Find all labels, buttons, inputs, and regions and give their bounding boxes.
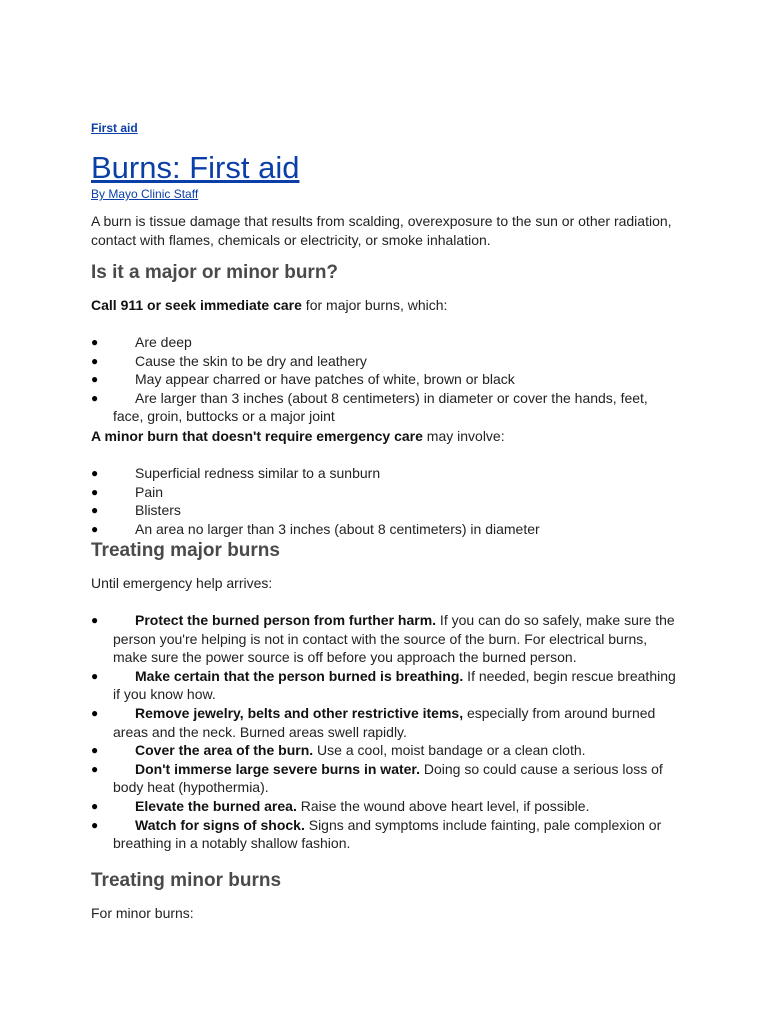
bullet-icon: ● <box>91 817 99 832</box>
bullet-icon: ● <box>91 668 99 683</box>
list-item-text: An area no larger than 3 inches (about 8 centimeters) in diameter <box>135 520 540 537</box>
step-text: Raise the wound above heart level, if possible. <box>296 797 590 814</box>
section-heading-major-minor: Is it a major or minor burn? <box>91 262 339 283</box>
list-item <box>91 704 676 741</box>
bullet-icon: ● <box>91 335 99 349</box>
minor-burns-lead: For minor burns: <box>91 905 194 921</box>
step-bold: Watch for signs of shock. <box>135 816 305 833</box>
list-item <box>91 483 676 502</box>
bullet-icon: ● <box>91 503 99 518</box>
bullet-icon: ● <box>91 798 99 813</box>
step-bold: Don't immerse large severe burns in water. <box>135 760 420 777</box>
minor-burn-lead-bold: A minor burn that doesn't require emergency care <box>91 428 423 444</box>
minor-burn-list <box>91 464 676 538</box>
step-text: Signs and symptoms include fainting, pale complexion or breathing in a notably shallow fashion. <box>113 816 662 852</box>
minor-burn-lead <box>91 427 676 446</box>
list-item-text: Are larger than 3 inches (about 8 centimeters) in diameter or cover the hands, feet, face, groin, buttocks or a major joint <box>113 389 648 425</box>
step-text: especially from around burned areas and the neck. Burned areas swell rapidly. <box>113 704 656 740</box>
bullet-icon: ● <box>91 743 99 758</box>
bullet-icon: ● <box>91 705 99 720</box>
list-item <box>91 760 676 797</box>
bullet-icon: ● <box>91 353 99 368</box>
step-bold: Cover the area of the burn. <box>135 742 314 759</box>
list-item-text: Pain <box>135 483 164 500</box>
list-item <box>91 333 676 352</box>
list-item <box>91 464 676 483</box>
step-bold: Make certain that the person burned is breathing. <box>135 667 464 684</box>
major-burn-lead-bold: Call 911 or seek immediate care <box>91 297 302 313</box>
page-title[interactable]: Burns: First aid <box>91 150 300 185</box>
bullet-icon: ● <box>91 761 99 776</box>
bullet-icon: ● <box>91 390 99 405</box>
list-item-text: Superficial redness similar to a sunburn <box>135 465 381 481</box>
list-item <box>91 501 676 520</box>
list-item <box>91 352 676 371</box>
bullet-icon: ● <box>91 466 99 480</box>
intro-paragraph: A burn is tissue damage that results from scalding, overexposure to the sun or other radiation, contact with flames, chemicals or electricity, or smoke inhalation. <box>91 213 672 248</box>
step-bold: Elevate the burned area. <box>135 797 297 814</box>
byline-link[interactable]: By Mayo Clinic Staff <box>91 187 199 201</box>
list-item <box>91 741 676 760</box>
list-item-text: May appear charred or have patches of white, brown or black <box>135 371 515 388</box>
list-item-text: Cause the skin to be dry and leathery <box>135 352 367 369</box>
major-burn-lead <box>91 296 676 315</box>
list-item-text: Are deep <box>135 334 192 350</box>
list-item-text: Blisters <box>135 502 181 519</box>
major-burn-list <box>91 333 676 426</box>
minor-burn-lead-rest: may involve: <box>422 428 505 444</box>
step-bold: Remove jewelry, belts and other restrictive items, <box>135 704 464 721</box>
step-bold: Protect the burned person from further harm. <box>135 612 437 628</box>
step-text: Doing so could cause a serious loss of body heat (hypothermia). <box>113 760 663 796</box>
list-item <box>91 816 676 853</box>
major-burns-steps <box>91 611 676 853</box>
major-burn-lead-rest: for major burns, which: <box>301 297 448 313</box>
bullet-icon: ● <box>91 613 99 627</box>
list-item <box>91 370 676 389</box>
list-item <box>91 520 676 539</box>
major-burns-lead: Until emergency help arrives: <box>91 575 273 591</box>
list-item <box>91 389 676 426</box>
step-text: If you can do so safely, make sure the person you're helping is not in contact with the source of the burn. For electrical burns, make sure the power source is off before you approach the burned person. <box>113 612 675 666</box>
section-heading-minor-burns: Treating minor burns <box>91 870 282 891</box>
bullet-icon: ● <box>91 484 99 499</box>
bullet-icon: ● <box>91 372 99 387</box>
step-text: If needed, begin rescue breathing if you know how. <box>113 667 676 703</box>
list-item <box>91 611 676 667</box>
bullet-icon: ● <box>91 521 99 536</box>
section-heading-major-burns: Treating major burns <box>91 540 280 561</box>
step-text: Use a cool, moist bandage or a clean cloth. <box>313 742 586 759</box>
breadcrumb-link[interactable]: First aid <box>91 121 138 135</box>
list-item <box>91 667 676 704</box>
list-item <box>91 797 676 816</box>
